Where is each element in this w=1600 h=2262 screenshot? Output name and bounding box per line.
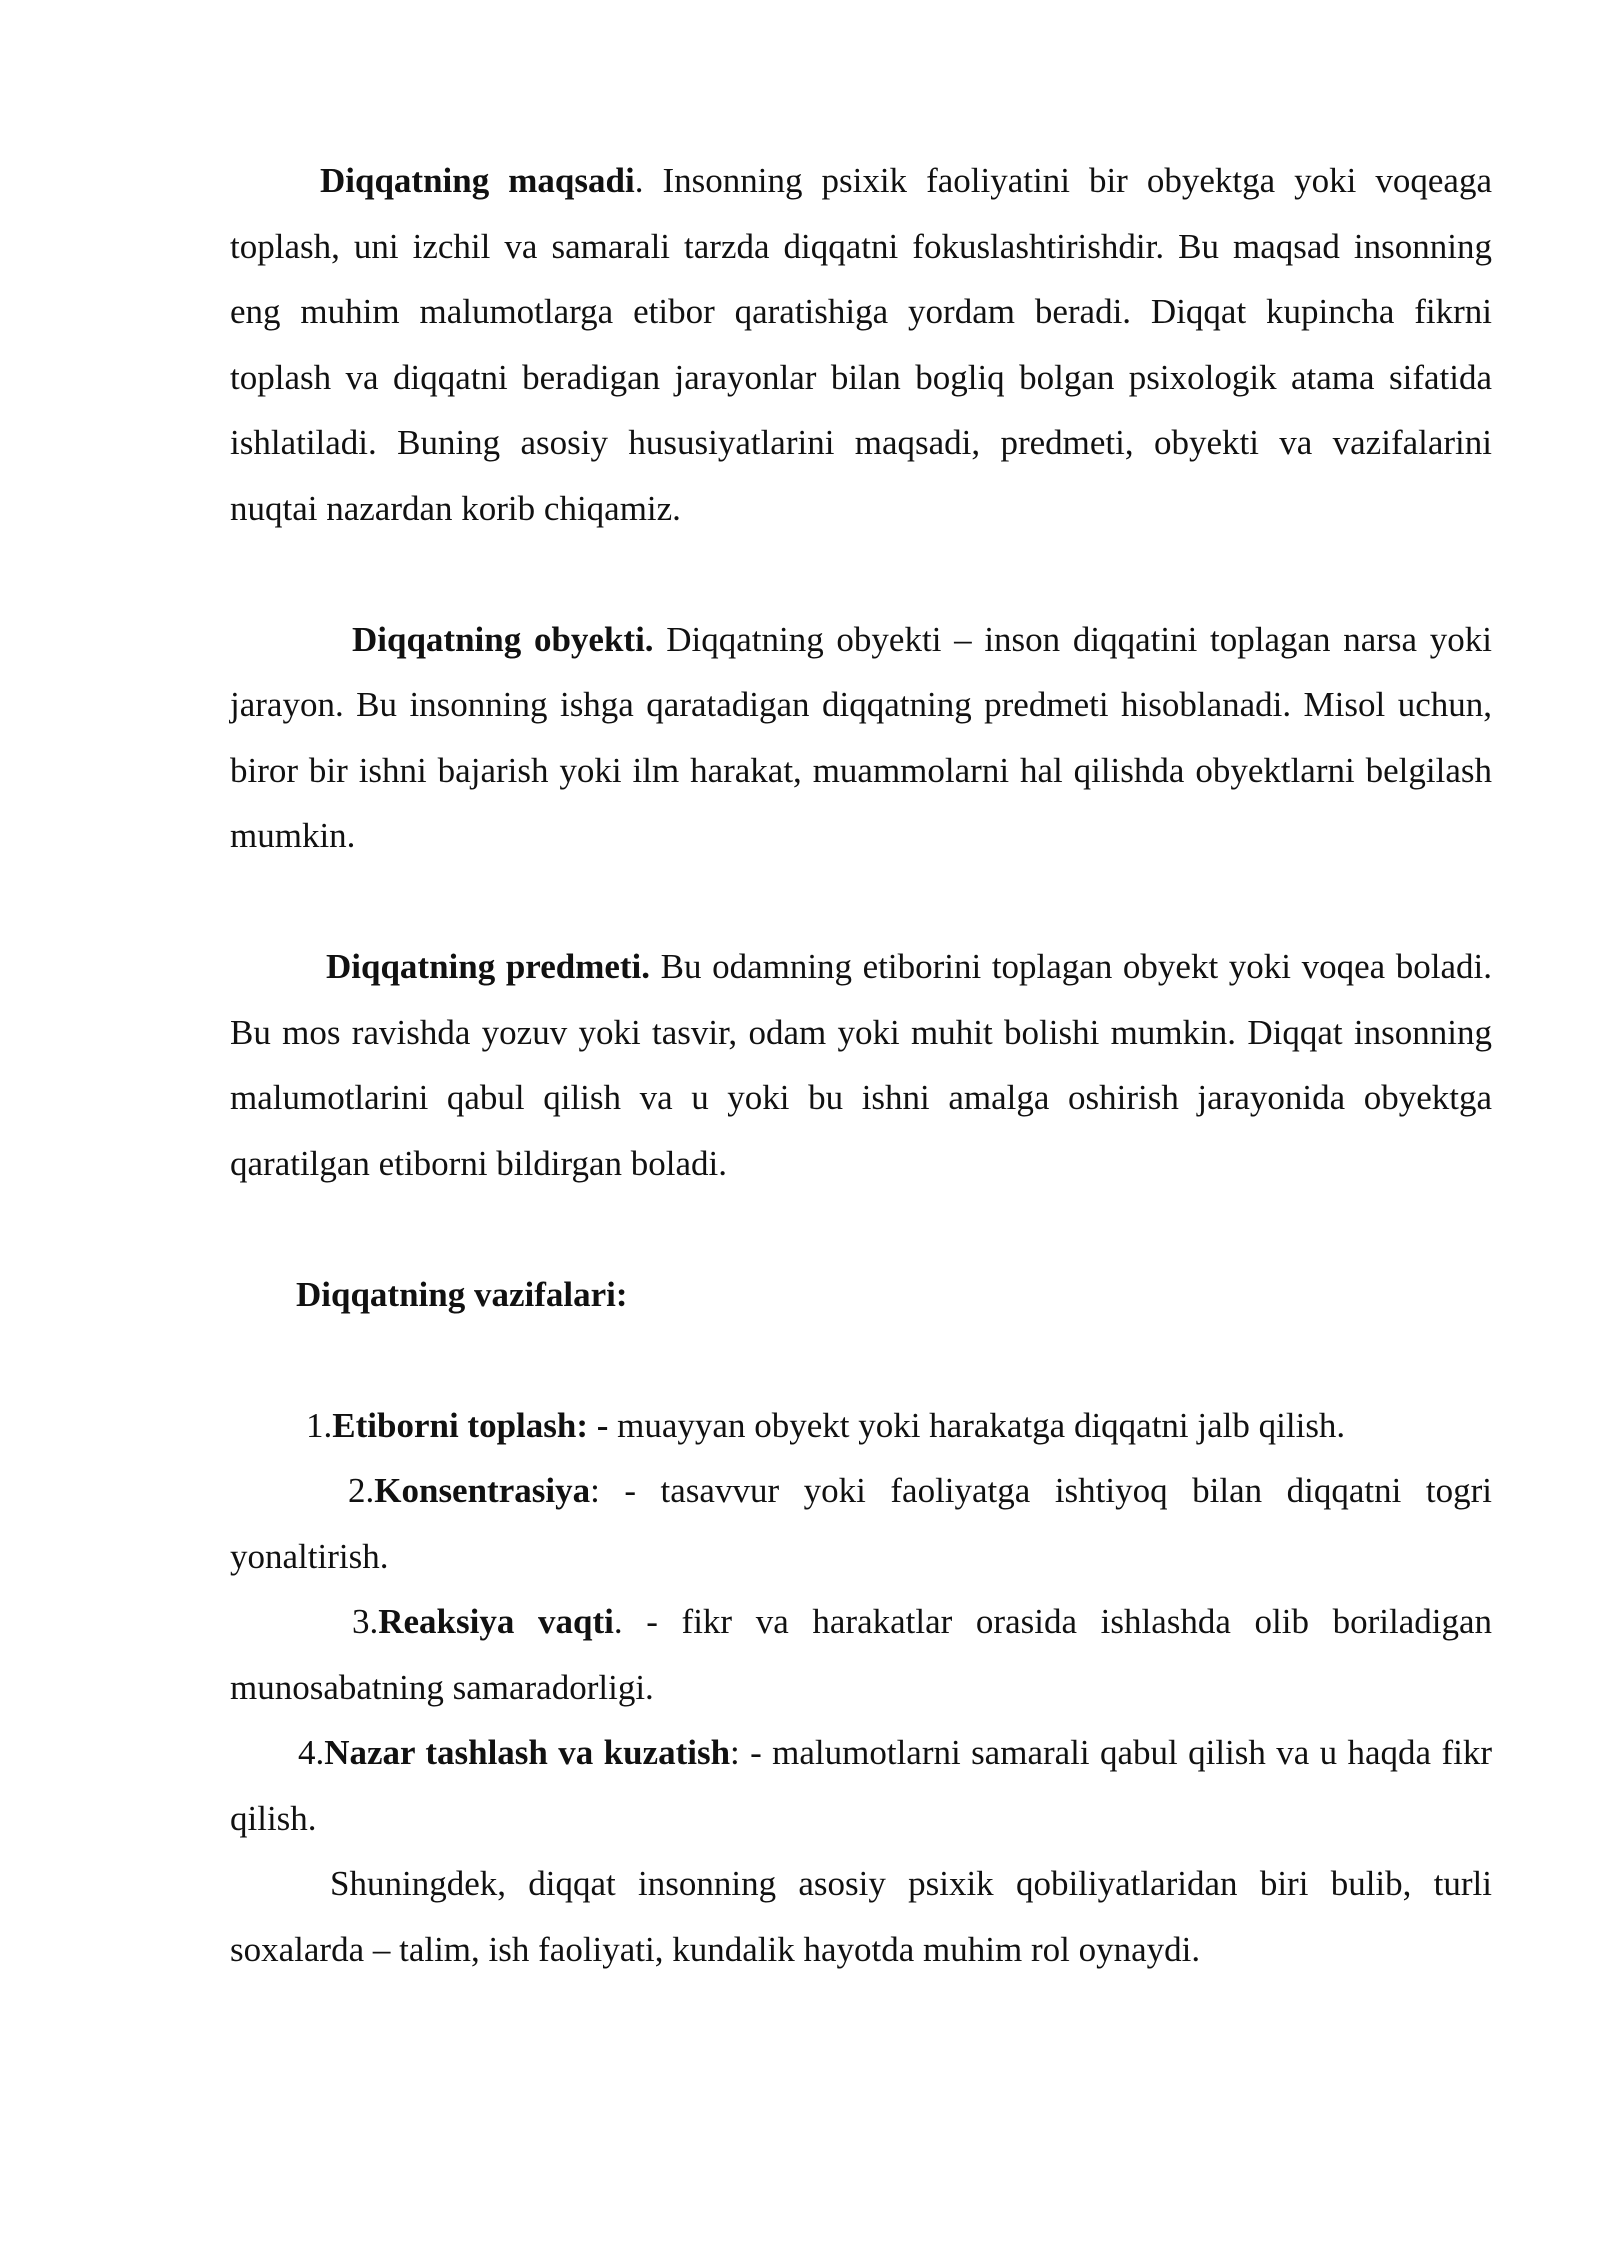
text-predmeti: Bu odamning etiborini toplagan obyekt yoki voqea boladi. Bu mos ravishda yozuv yoki tasvir, odam yoki muhit bolishi mumkin. Diqqat insonning malumotlarini qabul qilish va u yoki bu ishni amalga oshirish jarayonida obyektga qaratilgan etiborni bildirgan boladi. [230,947,1492,1183]
list-term: Nazar tashlash va kuzatish [324,1733,731,1772]
list-text: : - tasavvur yoki faoliyatga ishtiyoq bilan diqqatni togri yonaltirish. [230,1471,1492,1576]
list-item-2 [230,1458,1492,1589]
list-term: Reaksiya vaqti [378,1602,614,1641]
list-separator: - [588,1405,609,1445]
text-obyekti: Diqqatning obyekti – inson diqqatini toplagan narsa yoki jarayon. Bu insonning ishga qaratadigan diqqatning predmeti hisoblanadi. Misol uchun, biror bir ishni bajarish yoki ilm harakat, muammolarni hal qilishda obyektlarni belgilash mumkin. [230,619,1492,855]
heading-obyekti: Diqqatning obyekti. [352,619,654,659]
list-term: Etiborni toplash: [332,1405,588,1445]
list-number: 1. [306,1405,333,1445]
list-item-4 [230,1720,1492,1851]
list-text: muayyan obyekt yoki harakatga diqqatni jalb qilish. [608,1405,1346,1445]
paragraph-conclusion: Shuningdek, diqqat insonning asosiy psixik qobiliyatlaridan biri bulib, turli soxalarda – talim, ish faoliyati, kundalik hayotda muhim rol oynaydi. [230,1864,1492,1969]
list-number: 2. [348,1471,375,1510]
paragraph-obyekti [230,607,1492,869]
heading-vazifalari [230,1262,1492,1328]
heading-vazifalari-text: Diqqatning vazifalari: [296,1274,628,1314]
text-maqsadi: . Insonning psixik faoliyatini bir obyektga yoki voqeaga toplash, uni izchil va samarali tarzda diqqatni fokuslashtirishdir. Bu maqsad insonning eng muhim malumotlarga etibor qaratishiga yordam beradi. Diqqat kupincha fikrni toplash va diqqatni beradigan jarayonlar bilan bogliq bolgan psixologik atama sifatida ishlatiladi. Buning asosiy hususiyatlarini maqsadi, predmeti, obyekti va vazifalarini nuqtai nazardan korib chiqamiz. [230,161,1493,528]
document-body [230,148,1492,1982]
list-text: . - fikr va harakatlar orasida ishlashda olib boriladigan munosabatning samaradorligi. [230,1602,1493,1707]
list-item-1 [230,1393,1492,1459]
heading-predmeti: Diqqatning predmeti. [326,947,651,986]
list-item-3 [230,1589,1492,1720]
paragraph-maqsadi [230,148,1492,541]
list-number: 4. [298,1733,325,1772]
list-number: 3. [352,1602,379,1641]
heading-maqsadi: Diqqatning maqsadi [320,161,635,200]
paragraph-predmeti [230,934,1492,1196]
list-term: Konsentrasiya [374,1471,591,1510]
list-text: : - malumotlarni samarali qabul qilish va u haqda fikr qilish. [230,1733,1492,1838]
